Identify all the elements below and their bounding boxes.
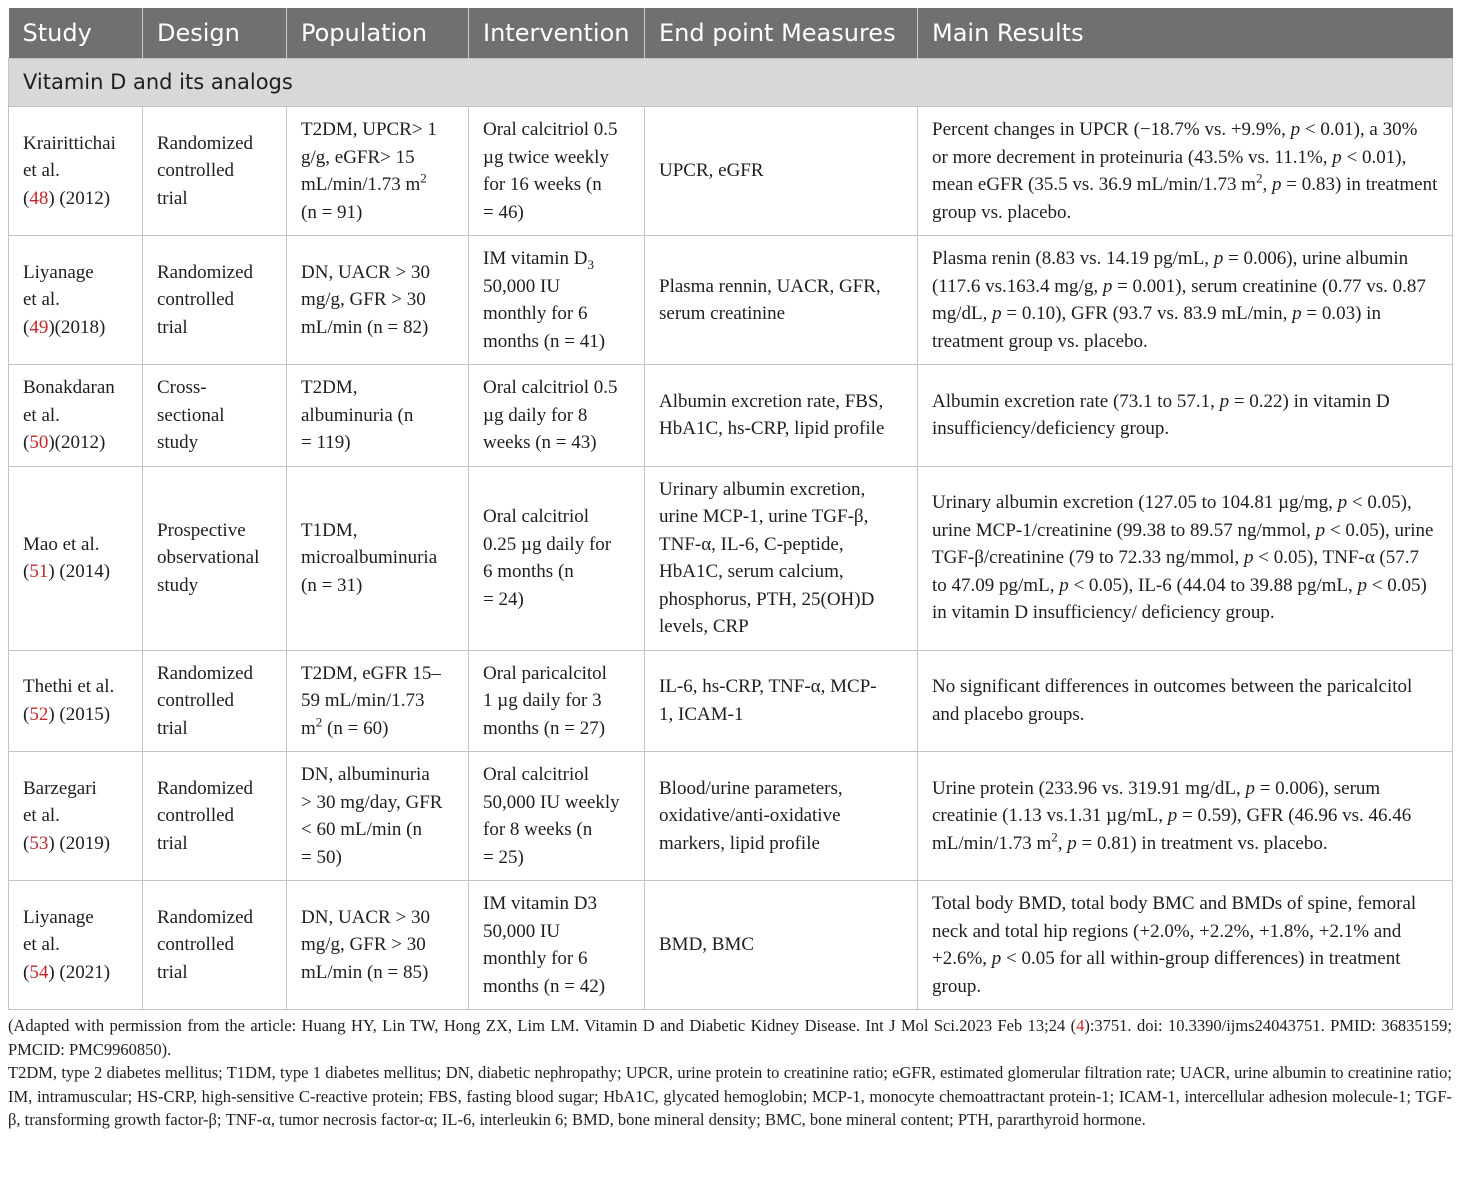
- endpoints-cell: IL-6, hs-CRP, TNF-α, MCP- 1, ICAM-1: [645, 650, 918, 752]
- design-cell: Randomized controlled trial: [143, 650, 287, 752]
- reference-link[interactable]: 48: [29, 187, 49, 209]
- reference-link[interactable]: 4: [1076, 1016, 1085, 1035]
- reference-link[interactable]: 50: [29, 432, 49, 453]
- col-header-endpoints: End point Measures: [645, 8, 918, 59]
- study-cell: Mao et al. (51) (2014): [9, 466, 143, 650]
- reference-link[interactable]: 51: [29, 561, 49, 582]
- intervention-cell: IM vitamin $D_3$ 50,000 IU monthly for 6 months (n = 41): [469, 236, 645, 365]
- table-row: [9, 236, 1453, 365]
- design-cell: Randomized controlled trial: [143, 881, 287, 1010]
- col-header-intervention: Intervention: [469, 8, 645, 59]
- section-title: Vitamin D and its analogs: [9, 59, 1453, 107]
- table-row: [9, 881, 1453, 1010]
- population-cell: T1DM, microalbuminuria (n = 31): [287, 466, 469, 650]
- table-row: [9, 365, 1453, 467]
- design-cell: Randomized controlled trial: [143, 107, 287, 236]
- table-row: [9, 752, 1453, 881]
- col-header-study: Study: [9, 8, 143, 59]
- design-cell: Cross- sectional study: [143, 365, 287, 467]
- table-figure: [8, 8, 1452, 1132]
- results-cell: Albumin excretion rate (73.1 to 57.1, p = 0.22) in vitamin D insufficiency/deficiency group.: [918, 365, 1453, 467]
- reference-link[interactable]: 49: [29, 316, 49, 338]
- study-cell: Thethi et al. (52) (2015): [9, 650, 143, 752]
- header-row: [9, 8, 1453, 59]
- population-cell: DN, UACR > 30 mg/g, GFR > 30 mL/min (n = 85): [287, 881, 469, 1010]
- endpoints-cell: Plasma rennin, UACR, GFR, serum creatinine: [645, 236, 918, 365]
- reference-link[interactable]: 54: [29, 961, 49, 983]
- intervention-cell: Oral paricalcitol 1 µg daily for 3 months (n = 27): [469, 650, 645, 752]
- results-cell: No significant differences in outcomes between the paricalcitol and placebo groups.: [918, 650, 1453, 752]
- study-cell: Liyanage et al. (49)(2018): [9, 236, 143, 365]
- population-cell: T2DM, eGFR 15– 59 mL/min/1.73 $m^2$ (n = 60): [287, 650, 469, 752]
- study-cell: Liyanage et al. (54) (2021): [9, 881, 143, 1010]
- intervention-cell: Oral calcitriol 0.5 µg daily for 8 weeks (n = 43): [469, 365, 645, 467]
- study-cell: Krairittichai et al. (48) (2012): [9, 107, 143, 236]
- intervention-cell: Oral calcitriol 50,000 IU weekly for 8 weeks (n = 25): [469, 752, 645, 881]
- results-cell: Plasma renin (8.83 vs. 14.19 pg/mL, p = 0.006), urine albumin (117.6 vs.163.4 mg/g, p = 0.001), serum creatinine (0.77 vs. 0.87 mg/dL, p = 0.10), GFR (93.7 vs. 83.9 mL/min, p = 0.03) in treatment group vs. placebo.: [918, 236, 1453, 365]
- endpoints-cell: BMD, BMC: [645, 881, 918, 1010]
- table-row: [9, 107, 1453, 236]
- endpoints-cell: UPCR, eGFR: [645, 107, 918, 236]
- study-cell: Barzegari et al. (53) (2019): [9, 752, 143, 881]
- population-cell: T2DM, albuminuria (n = 119): [287, 365, 469, 467]
- results-cell: Percent changes in UPCR (−18.7% vs. +9.9%, p < 0.01), a 30% or more decrement in proteinuria (43.5% vs. 11.1%, p < 0.01), mean eGFR (35.5 vs. 36.9 mL/min/1.73 $m^2$, p = 0.83) in treatment group vs. placebo.: [918, 107, 1453, 236]
- design-cell: Prospective observational study: [143, 466, 287, 650]
- abbreviations-note: T2DM, type 2 diabetes mellitus; T1DM, type 1 diabetes mellitus; DN, diabetic nephropathy; UPCR, urine protein to creatinine ratio; eGFR, estimated glomerular filtration rate; UACR, urine albumin to creatinine ratio; IM, intramuscular; HS-CRP, high-sensitive C-reactive protein; FBS, fasting blood sugar; HbA1C, glycated hemoglobin; MCP-1, monocyte chemoattractant protein-1; ICAM-1, intercellular adhesion molecule-1; TGF-β, transforming growth factor-β; TNF-α, tumor necrosis factor-α; IL-6, interleukin 6; BMD, bone mineral density; BMC, bone mineral content; PTH, pararthyroid hormone.: [8, 1063, 1452, 1129]
- endpoints-cell: Urinary albumin excretion, urine MCP-1, urine TGF-β, TNF-α, IL-6, C-peptide, HbA1C, serum calcium, phosphorus, PTH, 25(OH)D levels, CRP: [645, 466, 918, 650]
- intervention-cell: IM vitamin D3 50,000 IU monthly for 6 months (n = 42): [469, 881, 645, 1010]
- intervention-cell: Oral calcitriol 0.25 µg daily for 6 months (n = 24): [469, 466, 645, 650]
- study-cell: Bonakdaran et al. (50)(2012): [9, 365, 143, 467]
- design-cell: Randomized controlled trial: [143, 236, 287, 365]
- reference-link[interactable]: 52: [29, 703, 49, 725]
- table-row: [9, 466, 1453, 650]
- intervention-cell: Oral calcitriol 0.5 µg twice weekly for 16 weeks (n = 46): [469, 107, 645, 236]
- col-header-design: Design: [143, 8, 287, 59]
- table-row: [9, 650, 1453, 752]
- population-cell: T2DM, UPCR> 1 g/g, eGFR> 15 mL/min/1.73 $m^2$ (n = 91): [287, 107, 469, 236]
- col-header-results: Main Results: [918, 8, 1453, 59]
- table-footnotes: [8, 1014, 1452, 1132]
- studies-table: [8, 8, 1453, 1010]
- results-cell: Urine protein (233.96 vs. 319.91 mg/dL, p = 0.006), serum creatinie (1.13 vs.1.31 µg/mL, p = 0.59), GFR (46.96 vs. 46.46 mL/min/1.73 $m^2$, p = 0.81) in treatment vs. placebo.: [918, 752, 1453, 881]
- col-header-population: Population: [287, 8, 469, 59]
- endpoints-cell: Blood/urine parameters, oxidative/anti-oxidative markers, lipid profile: [645, 752, 918, 881]
- reference-link[interactable]: 53: [29, 832, 49, 854]
- design-cell: Randomized controlled trial: [143, 752, 287, 881]
- results-cell: Urinary albumin excretion (127.05 to 104.81 µg/mg, p < 0.05), urine MCP-1/creatinine (99.38 to 89.57 ng/mmol, p < 0.05), urine TGF-β/creatinine (79 to 72.33 ng/mmol, p < 0.05), TNF-α (57.7 to 47.09 pg/mL, p < 0.05), IL-6 (44.04 to 39.88 pg/mL, p < 0.05) in vitamin D insufficiency/ deficiency group.: [918, 466, 1453, 650]
- population-cell: DN, UACR > 30 mg/g, GFR > 30 mL/min (n = 82): [287, 236, 469, 365]
- results-cell: Total body BMD, total body BMC and BMDs of spine, femoral neck and total hip regions (+2.0%, +2.2%, +1.8%, +2.1% and +2.6%, p < 0.05 for all within-group differences) in treatment group.: [918, 881, 1453, 1010]
- population-cell: DN, albuminuria > 30 mg/day, GFR < 60 mL/min (n = 50): [287, 752, 469, 881]
- section-row: [9, 59, 1453, 107]
- endpoints-cell: Albumin excretion rate, FBS, HbA1C, hs-CRP, lipid profile: [645, 365, 918, 467]
- adaptation-note: (Adapted with permission from the article: Huang HY, Lin TW, Hong ZX, Lim LM. Vitamin D and Diabetic Kidney Disease. Int J Mol Sci.2023 Feb 13;24 (4):3751. doi: 10.3390/ijms24043751. PMID: 36835159; PMCID: PMC9960850).: [8, 1016, 1452, 1059]
